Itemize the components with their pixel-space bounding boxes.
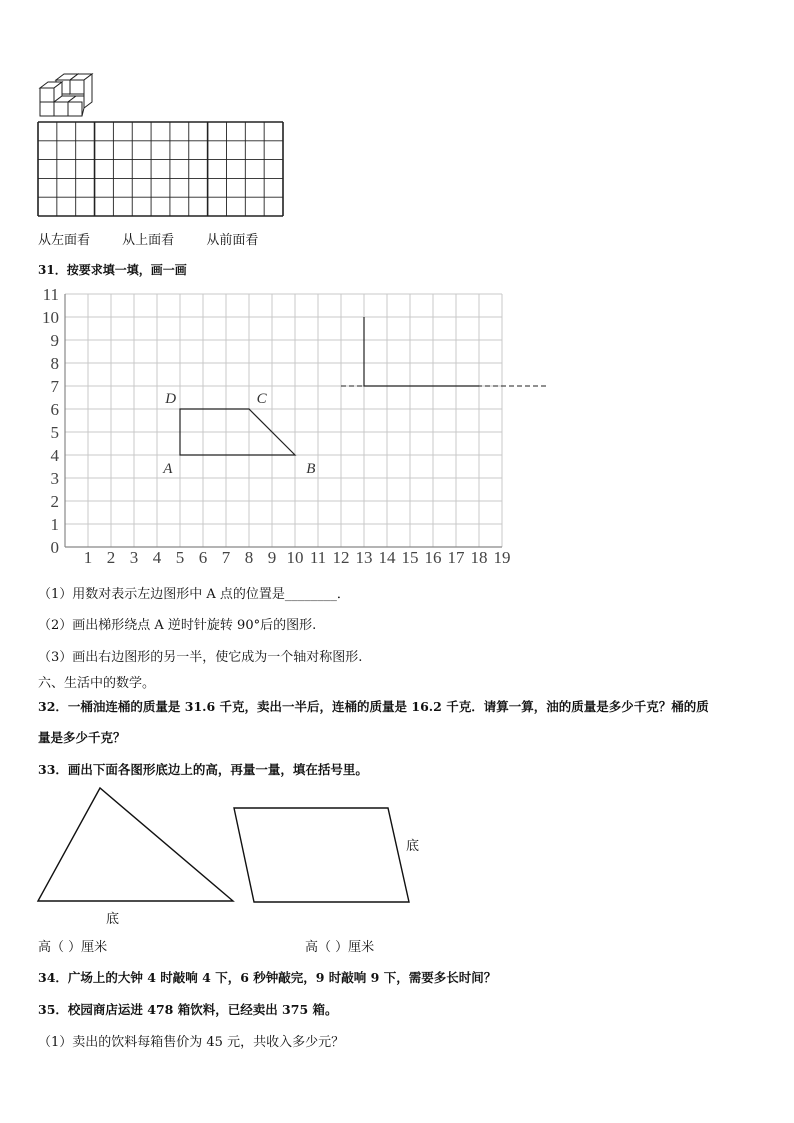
y-tick-label: 6: [50, 400, 59, 419]
y-tick-label: 8: [50, 354, 59, 373]
top-view-label: 从上面看: [122, 233, 175, 248]
x-tick-label: 13: [355, 548, 373, 567]
parallelogram-base-label: 底: [406, 839, 420, 854]
q32-line2: 量是多少千克？: [38, 730, 126, 745]
y-tick-label: 4: [50, 446, 59, 465]
point-label-d: D: [165, 391, 177, 407]
coordinate-grid[interactable]: [30, 282, 560, 567]
q33-title: 33．画出下面各图形底边上的高，再量一量，填在括号里。: [38, 762, 368, 777]
cube-stack-figure: [36, 72, 100, 120]
x-tick-label: 15: [401, 548, 419, 567]
y-tick-label: 3: [50, 469, 59, 488]
q35-sub1: （1）卖出的饮料每箱售价为 45 元，共收入多少元？: [38, 1035, 345, 1050]
y-tick-label: 2: [50, 492, 59, 511]
x-tick-labels: [84, 548, 511, 567]
y-tick-label: 1: [50, 515, 59, 534]
x-tick-label: 11: [309, 548, 327, 567]
y-tick-label: 5: [50, 423, 59, 442]
y-tick-label: 9: [50, 331, 59, 350]
x-tick-label: 12: [332, 548, 350, 567]
triangle-figure: [36, 786, 236, 904]
x-tick-label: 7: [221, 548, 231, 567]
x-tick-label: 2: [106, 548, 116, 567]
front-view-label: 从前面看: [206, 233, 259, 248]
x-tick-label: 9: [267, 548, 277, 567]
x-tick-label: 16: [424, 548, 442, 567]
y-tick-label: 11: [42, 285, 59, 304]
x-tick-label: 4: [152, 548, 162, 567]
x-tick-label: 17: [447, 548, 465, 567]
x-tick-label: 3: [129, 548, 139, 567]
triangle-base-label: 底: [106, 912, 120, 927]
q31-sub2: （2）画出梯形绕点 A 逆时针旋转 90°后的图形.: [38, 618, 317, 633]
q35-title: 35．校园商店运进 478 箱饮料，已经卖出 375 箱。: [38, 1002, 338, 1017]
x-tick-label: 8: [244, 548, 254, 567]
section-6-heading: 六、生活中的数学。: [38, 676, 156, 691]
q31-title: 31．按要求填一填，画一画: [38, 263, 187, 277]
x-tick-label: 6: [198, 548, 208, 567]
x-tick-label: 14: [378, 548, 396, 567]
grid-lines: [65, 294, 502, 547]
y-tick-label: 7: [50, 377, 59, 396]
x-tick-label: 1: [83, 548, 93, 567]
left-view-label: 从左面看: [38, 233, 91, 248]
q31-sub3: （3）画出右边图形的另一半，使它成为一个轴对称图形.: [38, 650, 363, 665]
x-tick-label: 18: [470, 548, 488, 567]
q31-sub1: （1）用数对表示左边图形中 A 点的位置是________．: [38, 587, 350, 602]
view-drawing-grid[interactable]: [37, 121, 285, 217]
point-label-b: B: [306, 461, 316, 477]
q32-line1: 32．一桶油连桶的质量是 31.6 千克，卖出一半后，连桶的质量是 16.2 千克．请算一算，油的质量是多少千克？桶的质: [38, 699, 709, 714]
y-tick-labels: [42, 285, 60, 557]
triangle-height-answer[interactable]: 高（ ）厘米: [38, 940, 108, 955]
x-tick-label: 10: [286, 548, 304, 567]
view-labels: [38, 229, 286, 248]
parallelogram-figure: [232, 806, 414, 906]
q34-text: 34．广场上的大钟 4 时敲响 4 下，6 秒钟敲完，9 时敲响 9 下，需要多长时间？: [38, 970, 497, 985]
y-tick-label: 10: [42, 308, 59, 327]
point-label-a: A: [163, 461, 173, 477]
x-tick-label: 19: [493, 548, 511, 567]
half-triangle-figure: [364, 317, 479, 386]
point-label-c: C: [256, 391, 267, 407]
parallelogram-height-answer[interactable]: 高（ ）厘米: [305, 940, 375, 955]
y-tick-label: 0: [50, 538, 59, 557]
x-tick-label: 5: [175, 548, 185, 567]
